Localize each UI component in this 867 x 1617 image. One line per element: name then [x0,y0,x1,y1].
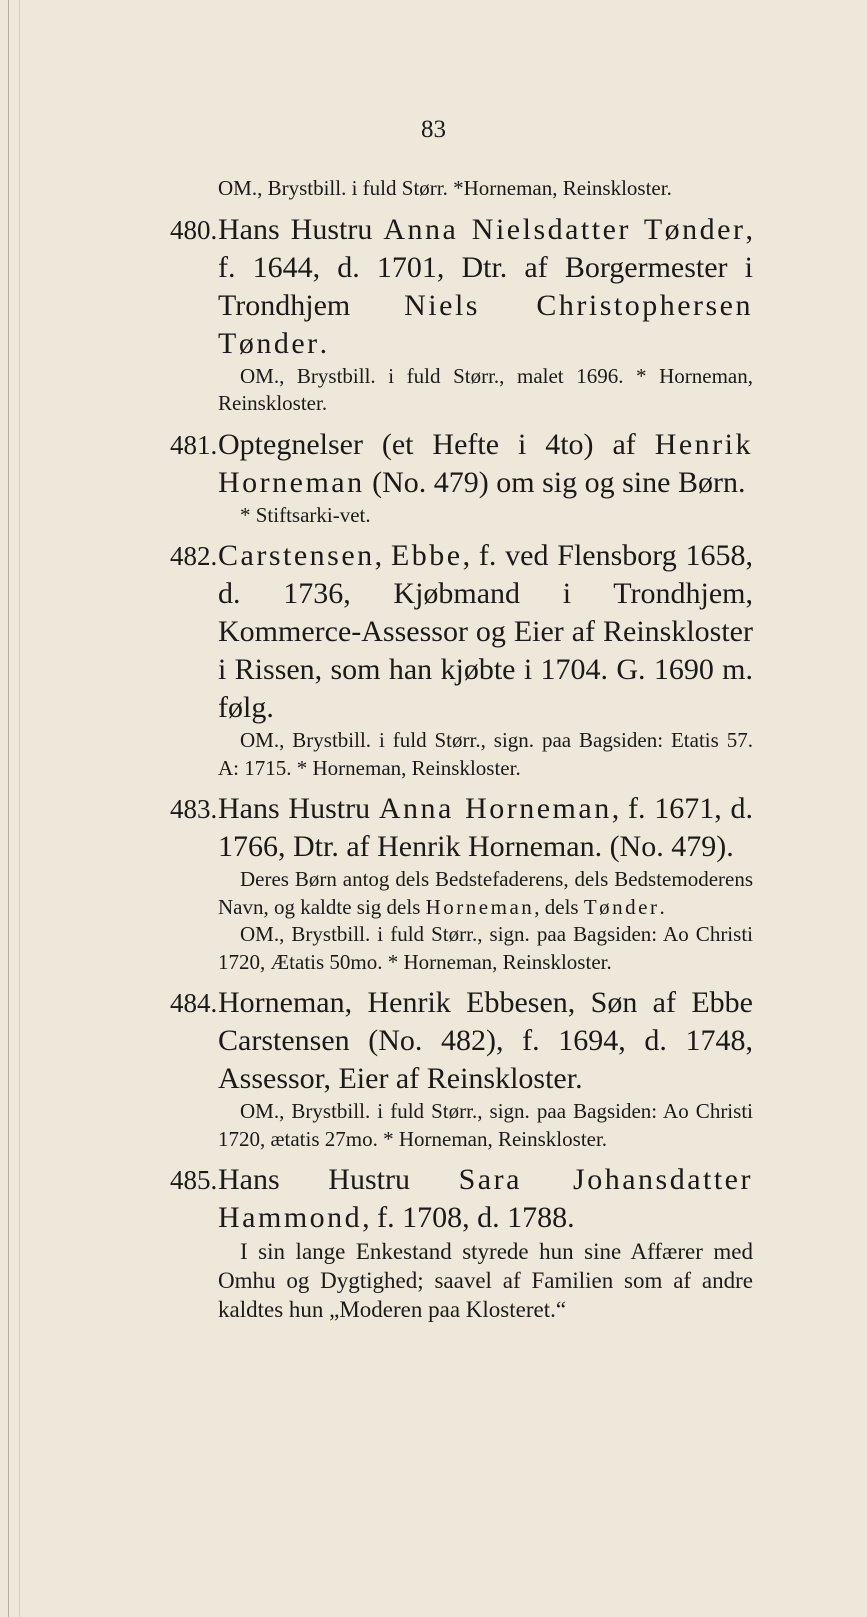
entry-number: 483. [170,794,218,824]
entry-number: 481. [170,429,218,460]
entry-heading: Hans Hustru Anna Nielsdatter Tønder, f. 1644, d. 1701, Dtr. af Borgermester i Trondhjem Niels Christophersen Tønder. [218,212,753,360]
entry-note: OM., Brystbill. i fuld Størr., sign. paa Bagsiden: Ao Christi 1720, ætatis 27mo. * Horneman, Reinskloster. [218,1099,753,1151]
entry-number: 484. [170,988,218,1018]
entry-number: 485. [170,1165,218,1195]
entry-heading: Horneman, Henrik Ebbesen, Søn af Ebbe Carstensen (No. 482), f. 1694, d. 1748, Assessor, Eier af Reinskloster. [218,986,753,1095]
entry-note: * Stiftsarki-vet. [240,502,371,527]
entry-prose: I sin lange Enkestand styrede hun sine Affærer med Omhu og Dygtighed; saavel af Familien som af andre kaldtes hun „Moderen paa Klosteret.“ [218,1239,753,1322]
entry-482 [170,537,754,782]
entry-prose: Deres Børn antog dels Bedstefaderens, dels Bedstemoderens Navn, og kaldte sig dels Horneman, dels Tønder. [218,867,753,919]
entry-483 [170,790,753,976]
scan-edge-left-inner [19,0,20,1617]
page-content [170,175,754,1324]
entry-note: OM., Brystbill. i fuld Størr., sign. paa Bagsiden: Ao Christi 1720, Ætatis 50mo. * Horneman, Reinskloster. [218,922,753,974]
entry-480 [170,211,753,418]
entry-number: 480. [170,214,218,245]
entry-note: OM., Brystbill. i fuld Størr., sign. paa Bagsiden: Etatis 57. A: 1715. * Horneman, Reinskloster. [218,728,753,780]
entry-heading: Carstensen, Ebbe, f. ved Flensborg 1658, d. 1736, Kjøbmand i Trondhjem, Kommerce-Assessor og Eier af Reinskloster i Rissen, som han kjøbte i 1704. G. 1690 m. følg. [218,539,754,724]
continuation-note: OM., Brystbill. i fuld Størr. *Horneman, Reinskloster. [218,176,672,200]
entry-heading: Hans Hustru Anna Horneman, f. 1671, d. 1766, Dtr. af Henrik Horneman. (No. 479). [218,792,753,863]
entry-note: OM., Brystbill. i fuld Størr., malet 1696. * Horneman, Reinskloster. [218,363,753,415]
entry-number: 482. [170,541,218,571]
page-number: 83 [421,116,446,143]
entry-heading: Optegnelser (et Hefte i 4to) af Henrik Horneman (No. 479) om sig og sine Børn. [218,427,753,499]
entry-481 [170,426,753,530]
entry-heading: Hans Hustru Sara Johansdatter Hammond, f. 1708, d. 1788. [218,1163,753,1234]
entry-484 [170,984,753,1153]
scan-edge-left [8,0,9,1617]
entry-485 [170,1161,753,1324]
